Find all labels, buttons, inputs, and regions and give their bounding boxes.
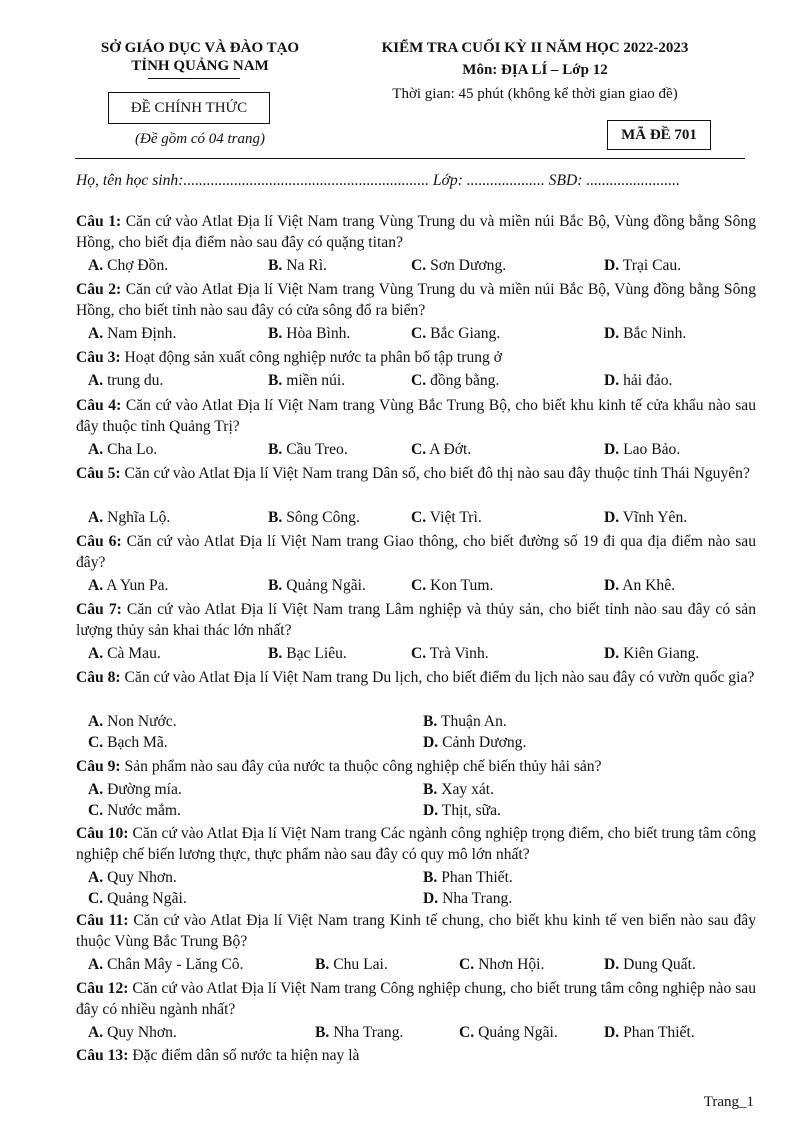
answer-option [423,779,494,800]
option-text: Bạch Mã. [103,734,168,751]
option-text: Bạc Liêu. [282,645,347,662]
option-key: C. [88,734,104,751]
option-key: B. [268,372,283,389]
question-text [76,1045,756,1066]
question-text [76,211,756,253]
question-label: Câu 4: [76,397,122,414]
answer-option [459,1022,558,1043]
option-text: Phan Thiết. [437,869,513,886]
answer-option [411,370,499,391]
option-key: A. [88,713,104,730]
option-text: An Khê. [619,577,676,594]
option-text: Cảnh Dương. [438,734,527,751]
option-text: Hòa Bình. [282,325,351,342]
option-key: A. [88,372,104,389]
answer-option [604,954,696,975]
question-stem: Căn cứ vào Atlat Địa lí Việt Nam trang Kinh tế chung, cho biết khu kinh tế ven biển nào sau đây thuộc Vùng Bắc Trung Bộ? [76,912,756,950]
option-text: Thịt, sữa. [438,802,501,819]
option-text: Trại Cau. [619,257,682,274]
option-key: B. [268,645,283,662]
question-stem: Căn cứ vào Atlat Địa lí Việt Nam trang Dân số, cho biết đô thị nào sau đây thuộc tỉnh Thái Nguyên? [120,465,750,482]
option-text: Lao Bảo. [619,441,681,458]
option-text: Nghĩa Lộ. [103,509,171,526]
option-key: C. [88,802,104,819]
option-text: Cầu Treo. [282,441,348,458]
option-key: B. [315,1024,330,1041]
question-stem: Căn cứ vào Atlat Địa lí Việt Nam trang Vùng Trung du và miền núi Bắc Bộ, Vùng đồng bằng Sông Hồng, cho biết tỉnh nào sau đây có cửa sông đổ ra biển? [76,281,756,319]
option-key: A. [88,325,104,342]
answer-option [459,954,544,975]
question-stem: Căn cứ vào Atlat Địa lí Việt Nam trang Du lịch, cho biết điểm du lịch nào sau đây có vườn quốc gia? [120,669,755,686]
option-key: A. [88,869,104,886]
option-key: C. [459,1024,475,1041]
answer-option [268,323,350,344]
option-key: B. [268,257,283,274]
option-key: A. [88,956,104,973]
option-text: Na Rì. [282,257,327,274]
option-key: C. [411,509,427,526]
option-text: Vĩnh Yên. [619,509,688,526]
option-key: B. [268,325,283,342]
option-key: B. [423,869,438,886]
option-text: Quy Nhơn. [103,869,177,886]
answer-option [268,439,348,460]
question-label: Câu 10: [76,825,129,842]
option-key: D. [604,577,620,594]
answer-option [88,800,181,821]
answer-option [268,507,360,528]
question-text [76,910,756,952]
question-text [76,279,756,321]
header-underline-left [148,78,240,79]
answer-option [88,575,168,596]
question-label: Câu 8: [76,669,121,686]
answer-option [88,643,161,664]
option-text: Phan Thiết. [619,1024,695,1041]
option-key: D. [604,956,620,973]
answer-option [604,370,672,391]
question-text [76,823,756,865]
answer-option [315,954,388,975]
option-text: Dung Quất. [619,956,696,973]
answer-option [604,507,687,528]
option-text: A Yun Pa. [103,577,169,594]
option-key: D. [423,734,439,751]
option-text: đồng bằng. [426,372,500,389]
question-label: Câu 13: [76,1047,129,1064]
answer-option [88,439,157,460]
option-text: miền núi. [282,372,346,389]
option-key: B. [315,956,330,973]
option-text: Quảng Ngãi. [282,577,366,594]
option-text: Nha Trang. [438,890,513,907]
option-key: C. [411,645,427,662]
answer-option [411,439,471,460]
option-text: Việt Trì. [426,509,482,526]
option-text: Kiên Giang. [619,645,700,662]
option-key: A. [88,645,104,662]
option-text: Chu Lai. [329,956,388,973]
answer-option [423,800,501,821]
option-text: Thuận An. [437,713,507,730]
answer-option [268,370,345,391]
option-key: C. [88,890,104,907]
option-text: Chân Mây - Lăng Cô. [103,956,244,973]
answer-option [423,732,526,753]
answer-option [411,255,506,276]
option-key: B. [268,441,283,458]
header-divider [75,158,745,159]
option-text: A Đớt. [426,441,472,458]
answer-option [411,643,489,664]
answer-option [604,255,681,276]
option-key: D. [604,372,620,389]
option-key: D. [604,257,620,274]
subject-line: Môn: ĐỊA LÍ – Lớp 12 [462,62,608,78]
question-text [76,667,756,688]
time-line: Thời gian: 45 phút (không kể thời gian giao đề) [392,86,678,102]
option-key: B. [268,509,283,526]
question-label: Câu 12: [76,980,129,997]
question-stem: Đặc điểm dân số nước ta hiện nay là [128,1047,360,1064]
answer-option [88,711,177,732]
option-key: A. [88,1024,104,1041]
question-text [76,395,756,437]
option-text: Nam Định. [103,325,177,342]
option-text: Quy Nhơn. [103,1024,177,1041]
option-text: hải đảo. [619,372,673,389]
option-key: A. [88,441,104,458]
answer-option [88,1022,177,1043]
answer-option [604,323,686,344]
question-label: Câu 7: [76,601,122,618]
option-text: Nước mắm. [103,802,181,819]
option-text: Nha Trang. [329,1024,404,1041]
option-key: B. [268,577,283,594]
answer-option [604,1022,695,1043]
option-key: D. [604,509,620,526]
option-key: C. [411,325,427,342]
question-stem: Căn cứ vào Atlat Địa lí Việt Nam trang Các ngành công nghiệp trọng điểm, cho biết trung tâm công nghiệp chế biến lương thực, thực phẩm nào sau đây có quy mô lớn nhất? [76,825,756,863]
page-number: Trang_1 [703,1094,754,1110]
option-key: A. [88,781,104,798]
answer-option [604,575,675,596]
answer-option [411,575,493,596]
answer-option [88,779,182,800]
question-label: Câu 1: [76,213,122,230]
option-key: D. [604,1024,620,1041]
department-name: SỞ GIÁO DỤC VÀ ĐÀO TẠO [100,40,300,56]
option-text: Non Nước. [103,713,177,730]
question-label: Câu 2: [76,281,122,298]
exam-code-box: MÃ ĐỀ 701 [607,120,711,150]
option-text: Nhơn Hội. [474,956,545,973]
answer-option [315,1022,403,1043]
answer-option [423,888,512,909]
answer-option [88,867,177,888]
option-text: Quảng Ngãi. [474,1024,558,1041]
option-text: trung du. [103,372,164,389]
option-text: Quảng Ngãi. [103,890,187,907]
answer-option [88,255,168,276]
option-text: Cà Mau. [103,645,161,662]
official-stamp: ĐỀ CHÍNH THỨC [108,92,270,124]
answer-option [268,255,327,276]
answer-option [268,575,366,596]
option-text: Chợ Đồn. [103,257,169,274]
option-text: Sơn Dương. [426,257,507,274]
answer-option [411,507,482,528]
question-stem: Căn cứ vào Atlat Địa lí Việt Nam trang Công nghiệp chung, cho biết trung tâm công nghiệp nào sau đây có nhiều ngành nhất? [76,980,756,1018]
option-text: Cha Lo. [103,441,158,458]
option-text: Kon Tum. [426,577,494,594]
exam-title: KIỂM TRA CUỐI KỲ II NĂM HỌC 2022-2023 [381,40,689,56]
question-text [76,978,756,1020]
question-text [76,599,756,641]
option-key: D. [423,802,439,819]
option-text: Đường mía. [103,781,182,798]
option-key: A. [88,509,104,526]
option-key: C. [459,956,475,973]
option-text: Trà Vinh. [426,645,489,662]
option-key: A. [88,257,104,274]
answer-option [88,507,170,528]
option-text: Sông Công. [282,509,360,526]
answer-option [88,888,187,909]
option-text: Bắc Ninh. [619,325,687,342]
question-label: Câu 6: [76,533,122,550]
pages-note: (Đề gồm có 04 trang) [135,131,265,147]
question-stem: Căn cứ vào Atlat Địa lí Việt Nam trang Lâm nghiệp và thủy sản, cho biết tỉnh nào sau đây có sản lượng thủy sản khai thác lớn nhất? [76,601,757,639]
option-key: B. [423,781,438,798]
option-key: C. [411,257,427,274]
answer-option [88,370,163,391]
question-stem: Căn cứ vào Atlat Địa lí Việt Nam trang Vùng Bắc Trung Bộ, cho biết khu kinh tế cửa khẩu nào sau đây thuộc tỉnh Quảng Trị? [76,397,756,435]
question-label: Câu 3: [76,349,121,366]
question-text [76,463,756,484]
question-label: Câu 9: [76,758,121,775]
question-text [76,531,756,573]
question-label: Câu 5: [76,465,121,482]
question-stem: Sản phẩm nào sau đây của nước ta thuộc công nghiệp chế biến thủy hải sản? [120,758,602,775]
answer-option [411,323,500,344]
question-label: Câu 11: [76,912,129,929]
answer-option [88,732,168,753]
option-key: A. [88,577,104,594]
answer-option [604,643,699,664]
option-key: C. [411,372,427,389]
question-stem: Căn cứ vào Atlat Địa lí Việt Nam trang Vùng Trung du và miền núi Bắc Bộ, Vùng đồng bằng Sông Hồng, cho biết địa điểm nào sau đây có quặng titan? [76,213,756,251]
option-key: C. [411,441,427,458]
province-name: TỈNH QUẢNG NAM [131,58,269,74]
question-text [76,756,756,777]
answer-option [423,867,513,888]
option-text: Xay xát. [437,781,495,798]
question-stem: Căn cứ vào Atlat Địa lí Việt Nam trang Giao thông, cho biết đường số 19 đi qua địa điểm nào sau đây? [76,533,756,571]
answer-option [423,711,507,732]
option-text: Bắc Giang. [426,325,501,342]
answer-option [88,954,244,975]
option-key: D. [604,441,620,458]
option-key: D. [423,890,439,907]
question-text [76,347,756,368]
answer-option [88,323,176,344]
option-key: C. [411,577,427,594]
option-key: D. [604,325,620,342]
option-key: B. [423,713,438,730]
question-stem: Hoạt động sản xuất công nghiệp nước ta phân bố tập trung ở [120,349,502,366]
answer-option [268,643,347,664]
student-info-line: Họ, tên học sinh:............................................................... Lớp: .................... SBD: ........................ [76,172,680,189]
answer-option [604,439,680,460]
option-key: D. [604,645,620,662]
